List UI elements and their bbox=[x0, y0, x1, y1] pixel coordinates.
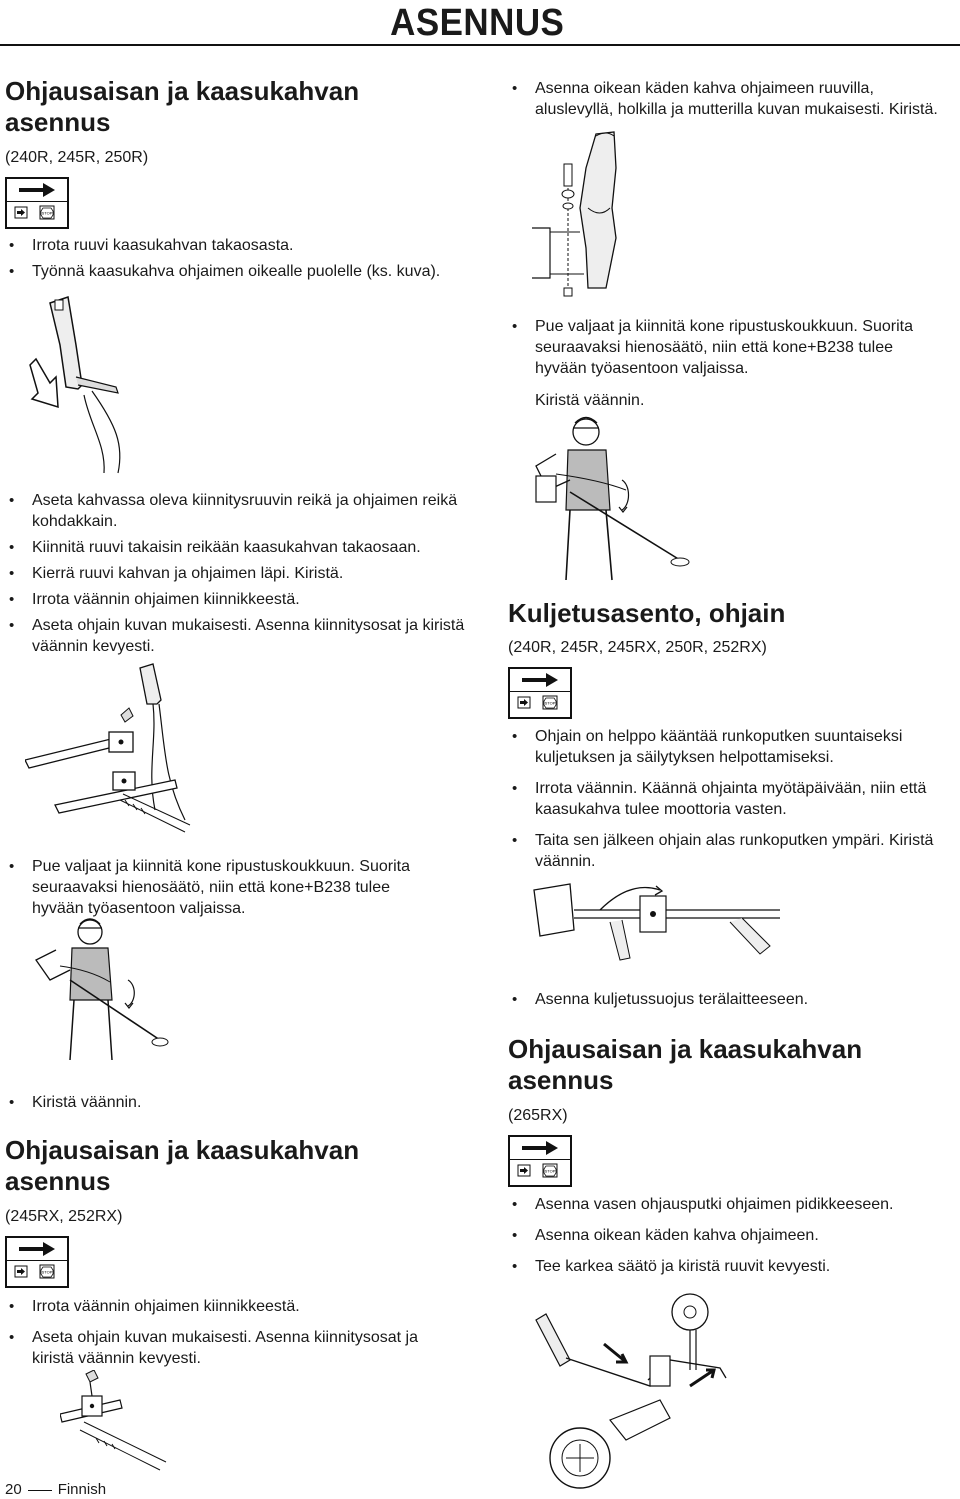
list-item: • Asenna oikean käden kahva ohjaimeen. bbox=[508, 1225, 948, 1246]
tighten-note: Kiristä väännin. bbox=[535, 392, 645, 409]
bullet-list-1b bbox=[5, 490, 475, 662]
bullet-list-r-a bbox=[508, 78, 948, 125]
page-number: 20 bbox=[5, 1481, 22, 1498]
section-title-3: Ohjausaisan ja kaasukahvan asennus bbox=[508, 1034, 863, 1095]
footer-dash bbox=[28, 1490, 52, 1491]
models-1: (240R, 245R, 250R) bbox=[5, 149, 149, 166]
section-title-2: Ohjausaisan ja kaasukahvan asennus bbox=[5, 1135, 360, 1196]
bullet-list-r-b bbox=[508, 316, 948, 384]
clamp-detail-illustration bbox=[60, 1370, 170, 1480]
start-stop-icon bbox=[7, 201, 65, 225]
bullet-list-transport bbox=[508, 726, 948, 882]
svg-text:STOP: STOP bbox=[41, 210, 53, 216]
instruction-icon-box bbox=[5, 177, 69, 229]
svg-text:STOP: STOP bbox=[41, 1269, 53, 1275]
list-item: • Pue valjaat ja kiinnitä kone ripustuskoukkuun. Suorita seuraavaksi hienosäätö, niin että kone+B238 tulee hyvään työasentoon valjaissa. bbox=[508, 316, 948, 379]
bullet-list-transport-after bbox=[508, 989, 948, 1015]
models-2: (245RX, 252RX) bbox=[5, 1208, 123, 1225]
section-title-transport: Kuljetusasento, ohjain bbox=[508, 598, 786, 628]
list-item: • Aseta kahvassa oleva kiinnitysruuvin reikä ja ohjaimen reikä kohdakkain. bbox=[5, 490, 475, 532]
arrow-right-icon bbox=[7, 1238, 65, 1260]
right-handle-illustration bbox=[530, 128, 640, 303]
list-item: • Asenna vasen ohjausputki ohjaimen pidikkeeseen. bbox=[508, 1194, 948, 1215]
list-item: • Kierrä ruuvi kahvan ja ohjaimen läpi. Kiristä. bbox=[5, 563, 475, 584]
list-item: • Työnnä kaasukahva ohjaimen oikealle puolelle (ks. kuva). bbox=[5, 261, 475, 282]
list-item: • Pue valjaat ja kiinnitä kone ripustuskoukkuun. Suorita seuraavaksi hienosäätö, niin että kone+B238 tulee hyvään työasentoon valjaissa. bbox=[5, 856, 435, 919]
list-item: • Irrota ruuvi kaasukahvan takaosasta. bbox=[5, 235, 475, 256]
bullet-list-2 bbox=[5, 1296, 455, 1379]
operator-harness-illustration bbox=[30, 910, 170, 1060]
start-stop-icon bbox=[510, 1159, 568, 1183]
list-item: • Aseta ohjain kuvan mukaisesti. Asenna kiinnitysosat ja kiristä väännin kevyesti. bbox=[5, 615, 475, 657]
list-item: • Irrota väännin ohjaimen kiinnikkeestä. bbox=[5, 589, 475, 610]
arrow-right-icon bbox=[510, 1137, 568, 1159]
svg-text:STOP: STOP bbox=[544, 700, 556, 706]
list-item: • Taita sen jälkeen ohjain alas runkoputken ympäri. Kiristä väännin. bbox=[508, 830, 948, 872]
list-item: • Kiristä väännin. bbox=[5, 1092, 435, 1113]
list-item: • Aseta ohjain kuvan mukaisesti. Asenna kiinnitysosat ja kiristä väännin kevyesti. bbox=[5, 1327, 455, 1369]
bullet-list-1d bbox=[5, 1092, 435, 1118]
operator-harness-illustration bbox=[530, 410, 700, 585]
list-item: • Irrota väännin ohjaimen kiinnikkeestä. bbox=[5, 1296, 455, 1317]
footer-language: Finnish bbox=[57, 1481, 107, 1498]
throttle-handle-illustration bbox=[20, 285, 160, 475]
list-item: • Asenna kuljetussuojus terälaitteeseen. bbox=[508, 989, 948, 1010]
models-3: (265RX) bbox=[508, 1107, 568, 1124]
header-rule bbox=[0, 44, 960, 46]
instruction-icon-box bbox=[508, 1135, 572, 1187]
start-stop-icon bbox=[7, 1260, 65, 1284]
list-item: • Ohjain on helppo kääntää runkoputken suuntaiseksi kuljetuksen ja säilytyksen helpottamiseksi. bbox=[508, 726, 948, 768]
section-title-1: Ohjausaisan ja kaasukahvan asennus bbox=[5, 76, 360, 137]
arrow-right-icon bbox=[510, 669, 568, 691]
svg-text:STOP: STOP bbox=[544, 1168, 556, 1174]
start-stop-icon bbox=[510, 691, 568, 715]
list-item: • Irrota väännin. Käännä ohjainta myötäpäivään, niin että kaasukahva tulee moottoria vasten. bbox=[508, 778, 948, 820]
page-footer bbox=[5, 1481, 106, 1498]
handlebar-clamp-illustration bbox=[25, 660, 215, 840]
list-item: • Kiinnitä ruuvi takaisin reikään kaasukahvan takaosaan. bbox=[5, 537, 475, 558]
arrow-right-icon bbox=[7, 179, 65, 201]
transport-position-illustration bbox=[530, 870, 780, 970]
bullet-list-1a bbox=[5, 235, 475, 287]
bullet-list-3 bbox=[508, 1194, 948, 1287]
instruction-icon-box bbox=[508, 667, 572, 719]
list-item: • Asenna oikean käden kahva ohjaimeen ruuvilla, aluslevyllä, holkilla ja mutterilla kuvan mukaisesti. Kiristä. bbox=[508, 78, 948, 120]
list-item: • Tee karkea säätö ja kiristä ruuvit kevyesti. bbox=[508, 1256, 948, 1277]
page-title: ASENNUS bbox=[389, 2, 564, 44]
models-transport: (240R, 245R, 245RX, 250R, 252RX) bbox=[508, 639, 767, 656]
instruction-icon-box bbox=[5, 1236, 69, 1288]
handlebar-265rx-illustration bbox=[530, 1290, 760, 1495]
